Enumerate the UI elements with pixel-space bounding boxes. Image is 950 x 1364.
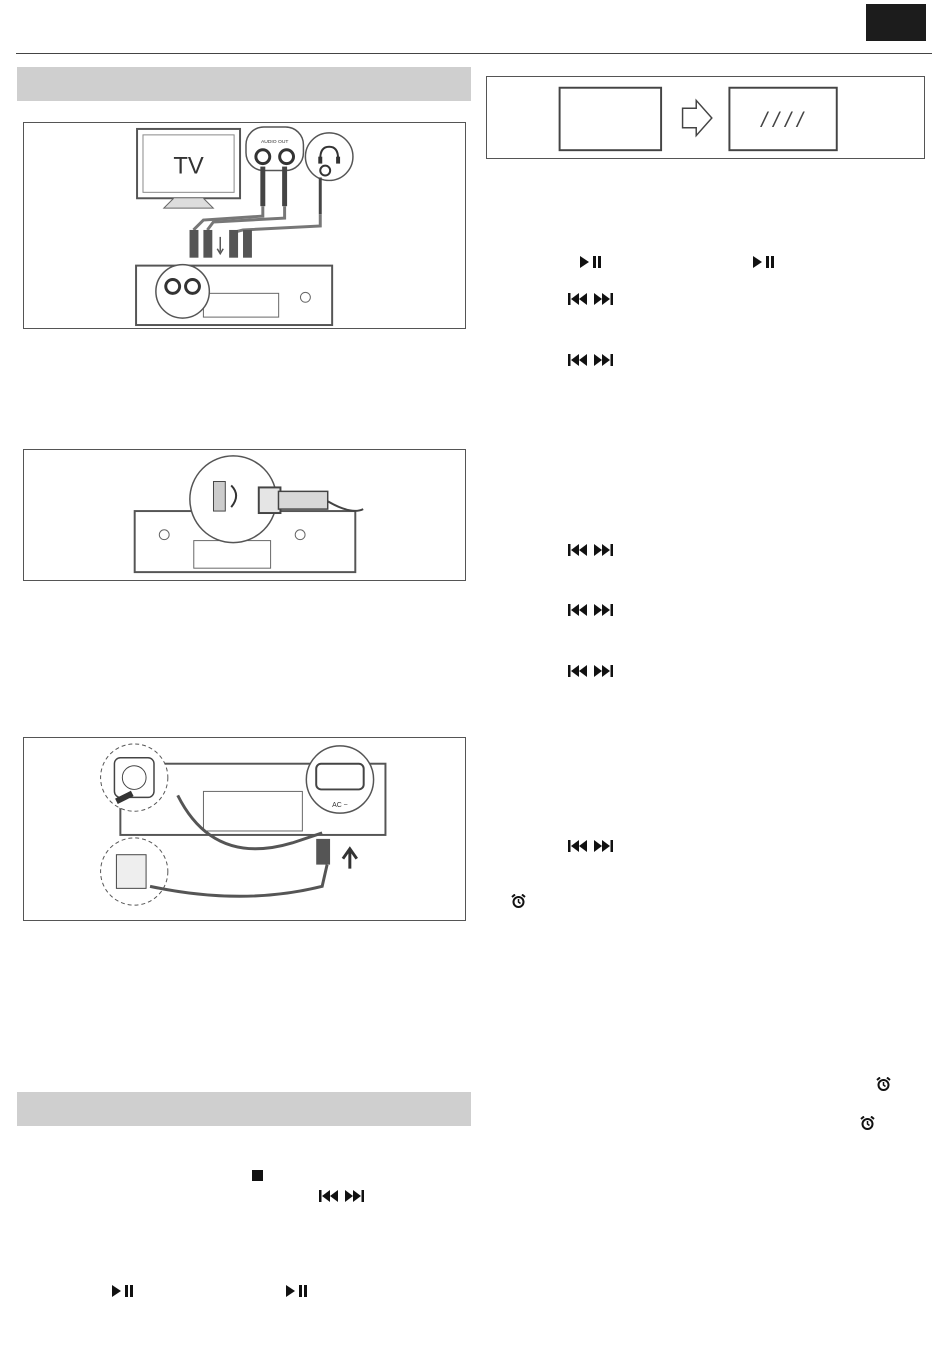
- play-pause-icon: [286, 1285, 308, 1297]
- display-diagram: [487, 77, 924, 158]
- play-pause-icon: [580, 256, 602, 268]
- tv-connection-diagram: [24, 123, 465, 328]
- display-blank: [560, 88, 661, 150]
- antenna-figure: [23, 449, 466, 581]
- power-figure: [23, 737, 466, 921]
- skip-prev-next-icon: [319, 1190, 365, 1202]
- skip-prev-next-icon: [568, 665, 614, 677]
- display-figure: [486, 76, 925, 159]
- audio-out-bubble: [246, 127, 303, 171]
- arrow-right-icon: [683, 100, 712, 135]
- skip-prev-next-icon: [568, 293, 614, 305]
- display-segments: / / / /: [761, 107, 803, 132]
- skip-prev-next-icon: [568, 544, 614, 556]
- alarm-clock-icon: [876, 1077, 891, 1092]
- antenna-diagram: [24, 450, 465, 580]
- language-tab: [866, 4, 926, 41]
- header-rule: [16, 53, 932, 54]
- play-pause-icon: [112, 1285, 134, 1297]
- aux-input-zoom: [156, 265, 209, 318]
- section-heading-bar: [17, 1092, 471, 1126]
- play-pause-icon: [753, 256, 775, 268]
- ac-label: AC ~: [332, 802, 348, 810]
- section-heading-bar: [17, 67, 471, 101]
- tv-connection-figure: [23, 122, 466, 329]
- alarm-clock-icon: [860, 1116, 875, 1131]
- power-diagram: [24, 738, 465, 920]
- audio-out-label: AUDIO OUT: [260, 139, 289, 145]
- skip-prev-next-icon: [568, 354, 614, 366]
- skip-prev-next-icon: [568, 604, 614, 616]
- skip-prev-next-icon: [568, 840, 614, 852]
- tv-label: TV: [173, 152, 204, 180]
- alarm-clock-icon: [511, 894, 526, 909]
- stop-icon: [252, 1170, 263, 1181]
